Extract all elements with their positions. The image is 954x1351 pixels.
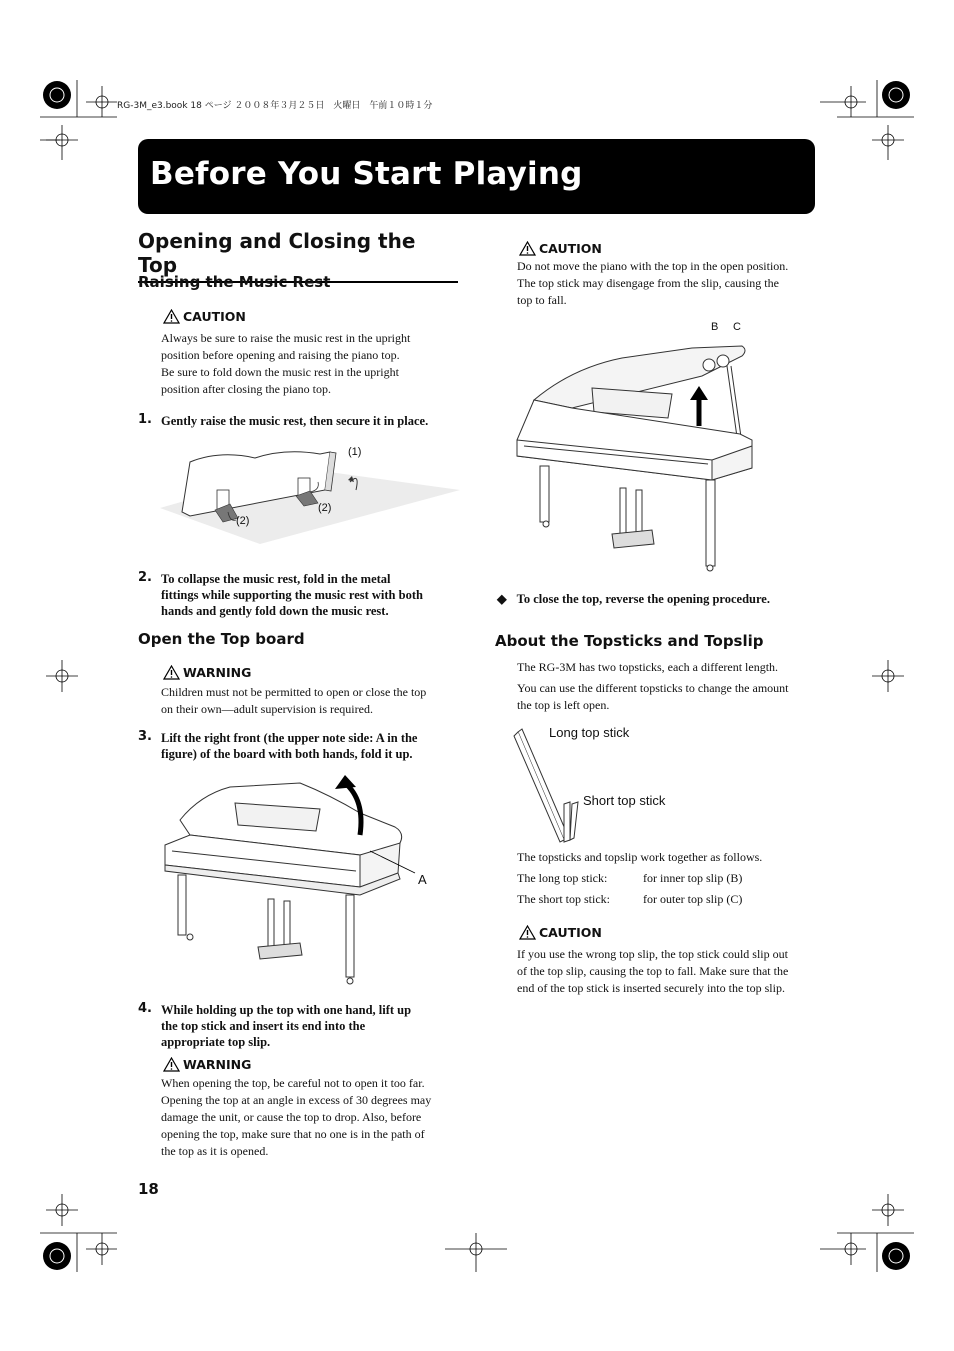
page-number: 18 [138,1180,159,1198]
caution-label-topslip: CAUTION [519,925,602,940]
step-2-text: To collapse the music rest, fold in the metal fittings while supporting the music rest with both hands and gently fold down the music rest. [161,572,423,618]
topsticks-amount: You can use the different topsticks to change the amount the top is left open. [517,681,789,712]
caution-text-move: Do not move the piano with the top in the open position. The top stick may disengage from the slip, causing the top to fall. [517,259,789,307]
long-top-stick-label: Long top stick [549,725,630,740]
topsticks-illustration [512,724,592,846]
step-2-number: 2. [138,570,152,585]
heading-raising-music-rest: Raising the Music Rest [138,273,331,291]
fig-label-1: (1) [348,446,362,458]
warning-text-angle: When opening the top, be careful not to open it too far. Opening the top at an angle in excess of 30 degrees may damage the unit, or cause the top to drop. Also, before opening the top, make sure that no one is in the path of the top as it is opened. [161,1076,432,1158]
caution-text-music-rest: Always be sure to raise the music rest in the upright position before opening and raising the piano top. Be sure to fold down the music rest in the upright position after closing the piano top. [161,331,411,396]
step-4-number: 4. [138,1001,152,1016]
heading-about-topsticks: About the Topsticks and Topslip [495,632,764,650]
title-bar [138,139,815,214]
topsticks-intro: The RG-3M has two topsticks, each a different length. [517,660,779,674]
warning-triangle-icon [163,1057,180,1072]
fig-label-c: C [733,321,741,333]
step-4-text: While holding up the top with one hand, lift up the top stick and insert its end into the appropriate top slip. [161,1003,412,1049]
warning-label: WARNING [163,665,251,680]
section-title: Opening and Closing the Top [138,229,458,283]
step-3-number: 3. [138,729,152,744]
piano-open-illustration [512,328,762,576]
step-1-text: Gently raise the music rest, then secure it in place. [161,414,429,428]
fig-label-b: B [711,321,719,333]
fig-label-2b: (2) [318,502,332,514]
step-3-text: Lift the right front (the upper note side: A in the figure) of the board with both hands, fold it up. [161,731,418,761]
step-1-number: 1. [138,412,152,427]
topsticks-work-together: The topsticks and topslip work together as follows. [517,850,763,864]
warning-text-children: Children must not be permitted to open or close the top on their own—adult supervision is required. [161,685,427,716]
close-top-note: ◆ To close the top, reverse the opening procedure. [497,592,770,606]
warning-triangle-icon [163,309,180,324]
short-top-stick-label: Short top stick [583,793,666,808]
diamond-bullet-icon: ◆ [497,592,507,606]
warning-triangle-icon [519,925,536,940]
page-title: Before You Start Playing [150,156,583,192]
piano-lift-illustration [160,775,440,990]
fig-label-a: A [418,872,427,887]
caution-label: CAUTION [163,309,246,324]
fig-label-2a: (2) [236,515,250,527]
warning-label-2: WARNING [163,1057,251,1072]
caution-text-topslip: If you use the wrong top slip, the top stick could slip out of the top slip, causing the top to fall. Make sure that the end of the top stick is inserted securely into the top slip. [517,947,789,995]
short-stick-row-label: The short top stick: [517,892,610,906]
short-stick-row-value: for outer top slip (C) [643,892,743,906]
file-header: RG-3M_e3.book 18 ページ ２００８年３月２５日 火曜日 午前１０時１分 [117,101,433,111]
music-rest-illustration [160,440,460,550]
heading-open-top-board: Open the Top board [138,630,305,648]
long-stick-row-label: The long top stick: [517,871,608,885]
warning-triangle-icon [519,241,536,256]
caution-label-right: CAUTION [519,241,602,256]
long-stick-row-value: for inner top slip (B) [643,871,743,885]
warning-triangle-icon [163,665,180,680]
